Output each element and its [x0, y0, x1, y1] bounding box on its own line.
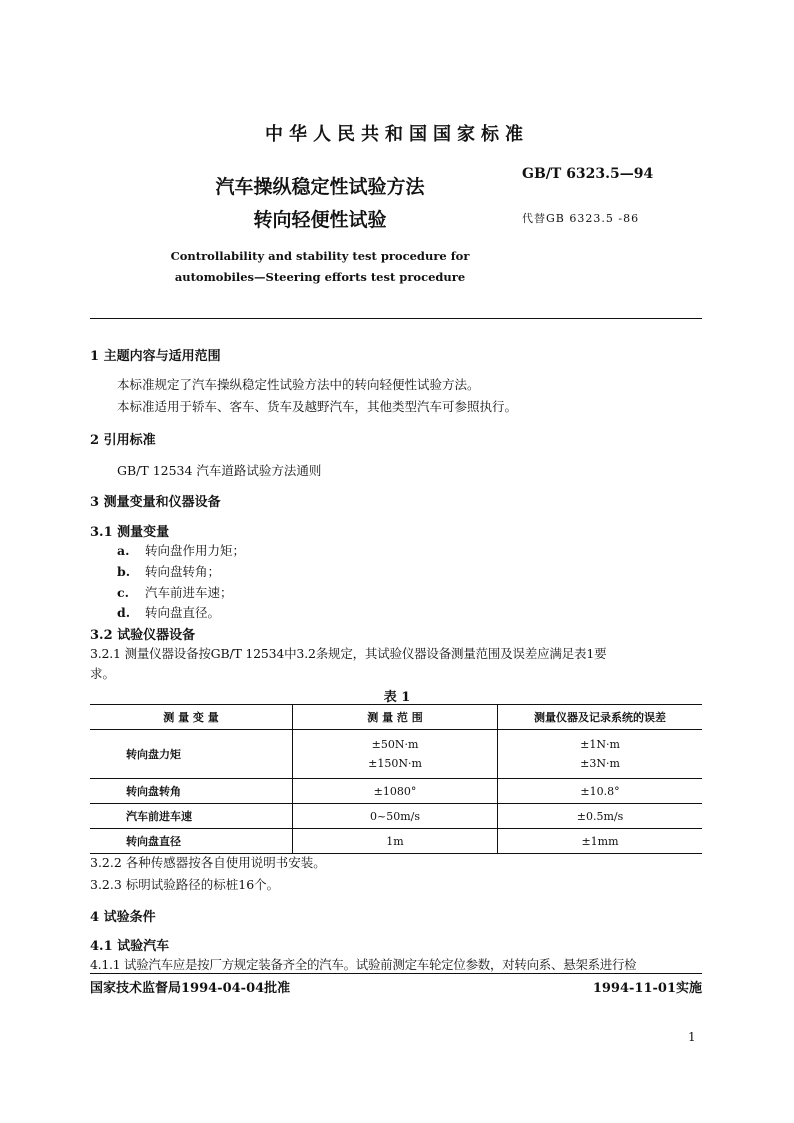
section-1-heading: 1 主题内容与适用范围	[90, 349, 221, 364]
list-item	[117, 562, 220, 580]
cell-range: ±1080°	[293, 779, 498, 804]
standard-number: GB/T 6323.5—94	[522, 166, 654, 182]
table-row	[90, 804, 702, 829]
effective-date: 1994-11-01实施	[592, 981, 702, 996]
list-item-text: 汽车前进车速；	[145, 585, 233, 600]
cell-range-line: ±50N·m	[371, 738, 419, 751]
section-3-heading: 3 测量变量和仪器设备	[90, 495, 221, 510]
english-title-line1: Controllability and stability test procedure for	[170, 249, 470, 263]
section-3-2-heading: 3.2 试验仪器设备	[90, 628, 196, 643]
section-4-heading: 4 试验条件	[90, 910, 156, 925]
column-header-range: 测 量 范 围	[293, 705, 498, 730]
cell-range-line: ±150N·m	[368, 757, 422, 770]
english-title-line2: automobiles—Steering efforts test procedure	[174, 270, 466, 284]
cell-range: 0~50m/s	[293, 804, 498, 829]
list-item-label: d.	[117, 605, 131, 620]
section-4-1-heading: 4.1 试验汽车	[90, 939, 170, 954]
list-item-label: a.	[117, 543, 130, 558]
column-header-error: 测量仪器及记录系统的误差	[498, 705, 703, 730]
cell-variable: 转向盘直径	[90, 829, 293, 854]
list-item-text: 转向盘直径。	[145, 605, 221, 620]
section-1-paragraph-2: 本标准适用于轿车、客车、货车及越野汽车，其他类型汽车可参照执行。	[117, 399, 518, 414]
measurement-table	[90, 704, 702, 854]
cell-variable: 转向盘力矩	[90, 730, 293, 779]
list-item	[117, 541, 245, 559]
cell-error: ±10.8°	[498, 779, 703, 804]
cell-variable: 汽车前进车速	[90, 804, 293, 829]
cell-error-line: ±3N·m	[580, 757, 620, 770]
table-row	[90, 779, 702, 804]
section-3-2-2: 3.2.2 各种传感器按各自使用说明书安装。	[90, 855, 326, 870]
header-divider	[90, 318, 702, 319]
section-3-2-3: 3.2.3 标明试验路径的标桩16个。	[90, 877, 280, 892]
cell-range	[293, 730, 498, 779]
section-4-1-1-line: 4.1.1 试验汽车应是按厂方规定装备齐全的汽车。试验前测定车轮定位参数，对转向系、悬架系进行检	[90, 957, 637, 972]
table-row	[90, 829, 702, 854]
table-row	[90, 730, 702, 779]
footer-divider	[90, 973, 702, 974]
section-1-paragraph-1: 本标准规定了汽车操纵稳定性试验方法中的转向轻便性试验方法。	[117, 377, 480, 392]
list-item	[117, 583, 233, 601]
list-item-label: c.	[117, 585, 129, 600]
table-caption: 表 1	[383, 690, 411, 705]
cell-error-line: ±1N·m	[580, 738, 620, 751]
table-header-row	[90, 705, 702, 730]
section-3-2-1-line2: 求。	[90, 666, 116, 681]
section-2-heading: 2 引用标准	[90, 433, 156, 448]
page-number: 1	[688, 1030, 696, 1044]
list-item	[117, 603, 220, 621]
cell-variable: 转向盘转角	[90, 779, 293, 804]
cell-range: 1m	[293, 829, 498, 854]
document-title-line1: 汽车操纵稳定性试验方法	[215, 176, 425, 198]
list-item-text: 转向盘转角；	[145, 564, 221, 579]
cell-error	[498, 730, 703, 779]
section-3-1-heading: 3.1 测量变量	[90, 525, 170, 540]
national-standard-header: 中华人民共和国国家标准	[265, 124, 529, 145]
approval-date: 国家技术监督局1994-04-04批准	[90, 981, 291, 996]
section-3-2-1-line1: 3.2.1 测量仪器设备按GB/T 12534中3.2条规定，其试验仪器设备测量范围及误差应满足表1要	[90, 646, 607, 661]
replaces-standard: 代替GB 6323.5 -86	[522, 212, 640, 225]
cell-error: ±0.5m/s	[498, 804, 703, 829]
cell-error: ±1mm	[498, 829, 703, 854]
list-item-text: 转向盘作用力矩；	[145, 543, 246, 558]
document-title-line2: 转向轻便性试验	[253, 209, 387, 231]
reference-standard: GB/T 12534 汽车道路试验方法通则	[117, 463, 322, 478]
column-header-variable: 测 量 变 量	[90, 705, 293, 730]
list-item-label: b.	[117, 564, 131, 579]
